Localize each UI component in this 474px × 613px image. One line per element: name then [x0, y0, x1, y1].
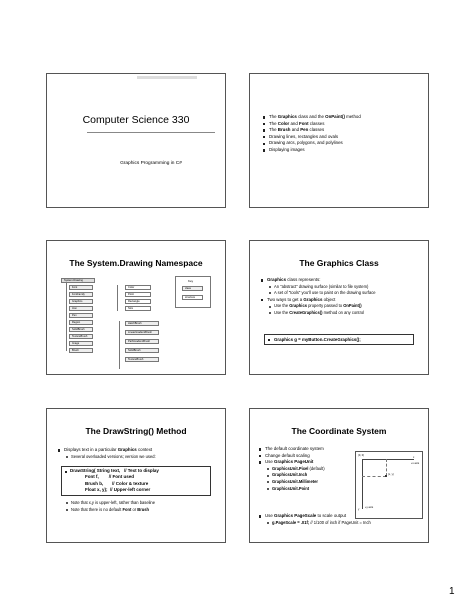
- slide-1-subtitle: Graphics Programming in C#: [120, 161, 182, 166]
- ns-box: TextureBrush: [69, 334, 93, 339]
- x-label: x: [413, 456, 415, 459]
- slide-5-title: The DrawString() Method: [85, 426, 187, 436]
- bullet-item: Displays text in a particular Graphics context: [57, 447, 222, 454]
- bullet-item: Change default scaling: [258, 453, 358, 460]
- legend-box: [175, 276, 211, 308]
- guide-line: [362, 476, 386, 477]
- brush-box: HatchBrush: [125, 321, 159, 326]
- y-axis-label: +y axis: [365, 506, 374, 509]
- legend-class: class: [182, 286, 203, 291]
- brush-box: SolidBrush: [125, 348, 159, 353]
- root-box: System.Drawing: [61, 278, 95, 283]
- divider: [87, 132, 215, 133]
- legend-structure: structure: [182, 295, 203, 300]
- slide-4-title: The Graphics Class: [299, 258, 379, 268]
- x-axis-label: +x axis: [411, 462, 420, 465]
- ns-struct-box: Color: [125, 285, 151, 290]
- sub-bullet-item: A set of "tools" you'll use to paint on the drawing surface: [260, 290, 425, 297]
- bullet-item: Use Graphics PageUnit: [258, 459, 358, 466]
- tree-line: [119, 321, 120, 369]
- y-axis: [362, 459, 363, 509]
- bullet-item: Two ways to get a Graphics object: [260, 297, 425, 304]
- agenda-item: The Color and Font classes: [262, 121, 422, 128]
- agenda-item: Drawing lines, rectangles and ovals: [262, 134, 422, 141]
- tree-line: [117, 285, 118, 311]
- legend-title: Key: [188, 279, 194, 283]
- note-list: [57, 500, 222, 513]
- bullet-list: [258, 446, 358, 492]
- origin-label: (0, 0): [358, 454, 365, 457]
- brush-box: LinearGradientBrush: [125, 330, 159, 335]
- ns-box: SolidBrush: [69, 327, 93, 332]
- ns-struct-box: Rectangle: [125, 299, 151, 304]
- guide-line: [386, 459, 387, 476]
- coordinate-diagram: [355, 451, 423, 519]
- code-line: Brush b, // Color & texture: [70, 480, 149, 486]
- sub-bullet-item: g.PageScale = .01f; // 1/100 of inch if PageUnit = Inch: [258, 520, 428, 527]
- sub-bullet-item: Note that x,y is upper-left, rather than baseline: [57, 500, 222, 507]
- slide-graphics-class: [249, 240, 429, 375]
- brush-box: PathGradientBrush: [125, 339, 159, 344]
- sub-bullet-item: GraphicsUnit.Millimeter: [258, 479, 358, 486]
- slide-6-title: The Coordinate System: [291, 426, 387, 436]
- slide-header-bar: [137, 76, 197, 79]
- code-line: Font f, // Font used: [70, 474, 134, 480]
- bullet-item: Graphics class represents:: [260, 277, 425, 284]
- bullet-list: [260, 277, 425, 317]
- slide-1-title: Computer Science 330: [82, 114, 190, 126]
- sub-bullet-item: GraphicsUnit.Inch: [258, 472, 358, 479]
- bullet-item: The default coordinate system: [258, 446, 358, 453]
- code-box: [264, 334, 414, 345]
- bullet-marker: [65, 471, 67, 473]
- code-line: Graphics g = myButton.CreateGraphics();: [268, 337, 410, 343]
- point-marker: [385, 475, 387, 477]
- slide-drawstring: [46, 408, 226, 543]
- ns-box: FontFamily: [69, 292, 93, 297]
- ns-box: Brush: [69, 348, 93, 353]
- point-label: (x, y): [388, 473, 394, 476]
- bullet-item: Use Graphics PageScale to scale output: [258, 513, 428, 520]
- slide-agenda: [249, 73, 429, 208]
- ns-box: Pen: [69, 313, 93, 318]
- ns-struct-box: Point: [125, 292, 151, 297]
- code-box: [61, 466, 211, 496]
- page-number: 1: [449, 586, 455, 597]
- sub-bullet-item: Several overloaded versions; version we used:: [57, 454, 222, 461]
- y-label: y: [358, 508, 360, 511]
- sub-bullet-item: Use the Graphics property passed to OnPaint(): [260, 303, 425, 310]
- x-axis: [362, 459, 414, 460]
- ns-box: Region: [69, 320, 93, 325]
- sub-bullet-item: Note that there is no default Font or Brush: [57, 507, 222, 514]
- agenda-item: Displaying images: [262, 147, 422, 154]
- slide-title: [46, 73, 226, 208]
- slide-coordinate-system: [249, 408, 429, 543]
- sub-bullet-item: GraphicsUnit.Pixel (default): [258, 466, 358, 473]
- ns-box: Icon: [69, 306, 93, 311]
- bullet-list: [57, 447, 222, 460]
- tree-line: [66, 283, 67, 351]
- agenda-item: The Graphics class and the OnPaint() method: [262, 114, 422, 121]
- agenda-item: Drawing arcs, polygons, and polylines: [262, 140, 422, 147]
- brush-box: TextureBrush: [125, 357, 159, 362]
- sub-bullet-item: Use the CreateGraphics() method on any control: [260, 310, 425, 317]
- slide-3-title: The System.Drawing Namespace: [69, 258, 203, 268]
- sub-bullet-item: An "abstract" drawing surface (similar to file system): [260, 284, 425, 291]
- code-line: DrawString( String text, // Text to display: [70, 468, 159, 473]
- bullet-marker: [268, 339, 270, 341]
- agenda-list: [262, 114, 422, 154]
- slide-namespace: [46, 240, 226, 375]
- code-line: Float x, y); // Upper-left corner: [70, 487, 151, 493]
- agenda-item: The Brush and Pen classes: [262, 127, 422, 134]
- sub-bullet-item: GraphicsUnit.Point: [258, 486, 358, 493]
- ns-box: Font: [69, 285, 93, 290]
- ns-struct-box: Size: [125, 306, 151, 311]
- ns-box: Graphics: [69, 299, 93, 304]
- ns-box: Image: [69, 341, 93, 346]
